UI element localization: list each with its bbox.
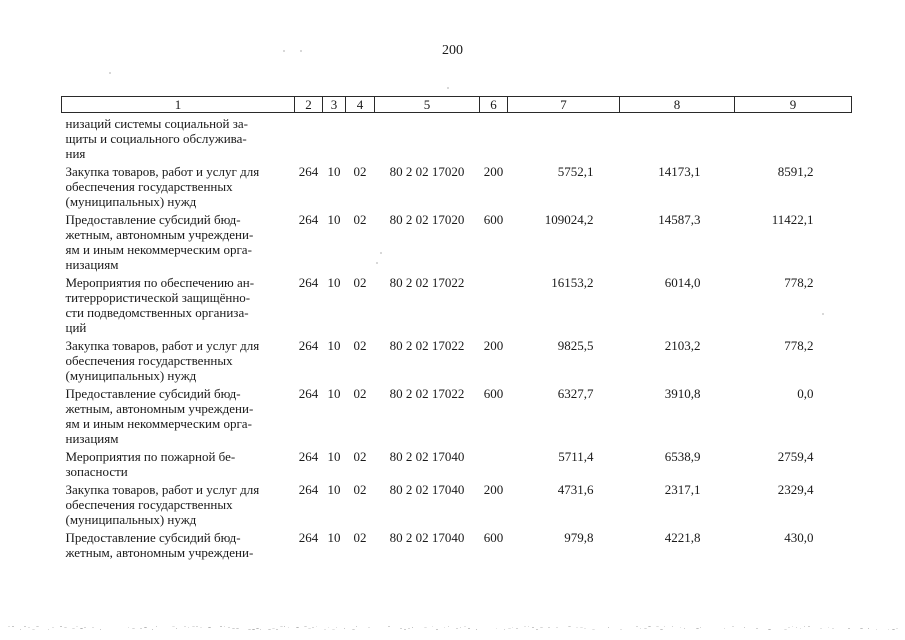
scan-speck — [20, 629, 21, 630]
row-name-line: жетным, автономным учреждени- — [65, 227, 254, 242]
scan-speck — [132, 628, 135, 629]
row-name-line: зопасности — [65, 464, 128, 479]
scan-edge-noise — [0, 626, 905, 632]
scan-speck — [656, 626, 659, 627]
scan-speck — [272, 628, 275, 629]
scan-speck — [376, 262, 378, 264]
scan-speck — [280, 626, 283, 627]
col-7-cell: 5711,4 — [558, 449, 594, 464]
col-9-cell: 11422,1 — [771, 212, 814, 227]
col-7-cell: 4731,6 — [557, 482, 594, 497]
col-8-cell: 14173,1 — [658, 164, 701, 179]
scan-speck — [460, 627, 461, 628]
row-name-line: Закупка товаров, работ и услуг для — [65, 482, 260, 497]
col-3-cell: 10 — [327, 212, 341, 227]
scan-speck — [892, 629, 895, 630]
col-2-cell: 264 — [298, 338, 319, 353]
scan-speck — [324, 629, 326, 630]
scan-speck — [784, 629, 787, 630]
scan-speck — [28, 627, 30, 628]
col-3-cell: 10 — [327, 482, 341, 497]
col-9-cell — [735, 113, 852, 165]
header-col-1: 1 — [62, 97, 295, 113]
row-name-line: ям и иным некоммерческим орга- — [65, 416, 252, 431]
scan-speck — [304, 626, 307, 627]
scan-speck — [232, 628, 235, 629]
row-name-line: низаций системы социальной за- — [65, 116, 248, 131]
col-4-cell: 02 — [353, 386, 367, 401]
scan-speck — [540, 627, 543, 628]
col-9-cell: 778,2 — [784, 275, 814, 290]
scan-speck — [432, 626, 433, 627]
scan-speck — [404, 629, 406, 630]
row-name-cell — [62, 530, 295, 563]
scan-speck — [152, 629, 153, 630]
row-name-line: Закупка товаров, работ и услуг для — [65, 164, 260, 179]
scan-speck — [464, 626, 466, 627]
scan-speck — [788, 627, 790, 628]
table-row — [62, 386, 852, 449]
scan-speck — [424, 627, 427, 628]
scan-speck — [52, 627, 54, 628]
row-name-cell — [62, 275, 295, 338]
scan-speck — [252, 629, 255, 630]
col-4-cell: 02 — [353, 164, 367, 179]
scan-speck — [128, 627, 129, 628]
col-7-cell: 6327,7 — [557, 386, 594, 401]
col-4-cell — [346, 113, 375, 165]
scan-speck — [496, 628, 497, 629]
header-row — [62, 97, 852, 113]
scan-speck — [828, 627, 829, 628]
col-6-cell — [480, 449, 508, 482]
scan-speck — [528, 626, 529, 627]
table-row — [62, 530, 852, 563]
col-5-cell: 80 2 02 17020 — [389, 164, 465, 179]
scan-speck — [580, 627, 583, 628]
scan-speck — [228, 627, 230, 628]
scan-speck — [312, 627, 314, 628]
row-name-line: (муниципальных) нужд — [65, 512, 197, 527]
scan-speck — [744, 627, 745, 628]
scan-speck — [620, 629, 622, 630]
col-2-cell: 264 — [298, 530, 319, 545]
scan-speck — [260, 629, 261, 630]
col-9-cell: 2329,4 — [777, 482, 814, 497]
col-5-cell: 80 2 02 17022 — [389, 386, 465, 401]
budget-table-container — [61, 96, 851, 563]
scan-speck — [648, 626, 651, 627]
scan-speck — [316, 626, 317, 627]
col-6-cell: 200 — [483, 482, 504, 497]
col-7-cell: 16153,2 — [551, 275, 594, 290]
scan-speck — [76, 626, 78, 627]
budget-table — [61, 96, 852, 563]
scan-speck — [24, 626, 26, 627]
table-row — [62, 449, 852, 482]
col-4-cell: 02 — [353, 275, 367, 290]
scan-speck — [680, 627, 681, 628]
row-name-cell — [62, 482, 295, 530]
col-5-cell: 80 2 02 17020 — [389, 212, 465, 227]
scan-speck — [336, 627, 337, 628]
scan-speck — [344, 628, 345, 629]
scan-speck — [468, 628, 470, 629]
scan-speck — [156, 626, 157, 627]
scan-speck — [100, 629, 101, 630]
col-5-cell: 80 2 02 17022 — [389, 338, 465, 353]
scan-speck — [724, 628, 725, 629]
col-8-cell: 2103,2 — [664, 338, 701, 353]
col-3-cell: 10 — [327, 275, 341, 290]
scan-speck — [796, 627, 797, 628]
scan-speck — [109, 72, 111, 74]
scan-speck — [72, 628, 75, 629]
scan-speck — [284, 626, 285, 627]
col-3-cell: 10 — [327, 338, 341, 353]
scan-speck — [380, 252, 382, 254]
header-col-5: 5 — [375, 97, 480, 113]
scan-speck — [524, 626, 526, 627]
header-col-2: 2 — [295, 97, 323, 113]
col-3-cell: 10 — [327, 386, 341, 401]
scan-speck — [196, 626, 198, 627]
col-8-cell: 3910,8 — [664, 386, 701, 401]
scan-speck — [800, 628, 801, 629]
col-4-cell: 02 — [353, 530, 367, 545]
col-8-cell: 2317,1 — [664, 482, 701, 497]
row-name-line: щиты и социального обслужива- — [65, 131, 247, 146]
scan-speck — [172, 626, 175, 627]
scan-speck — [804, 626, 805, 627]
table-row — [62, 338, 852, 386]
row-name-line: ций — [65, 320, 87, 335]
row-name-line: Мероприятия по обеспечению ан- — [65, 275, 255, 290]
scan-speck — [192, 626, 195, 627]
col-6-cell: 600 — [483, 386, 504, 401]
row-name-cell — [62, 212, 295, 275]
row-name-line: Мероприятия по пожарной бе- — [65, 449, 236, 464]
scan-speck — [300, 50, 302, 52]
table-body — [62, 113, 852, 564]
scan-speck — [456, 628, 458, 629]
row-name-line: (муниципальных) нужд — [65, 194, 197, 209]
scan-speck — [368, 627, 370, 628]
scan-speck — [356, 626, 357, 627]
row-name-cell — [62, 386, 295, 449]
scan-speck — [140, 628, 142, 629]
scan-speck — [220, 626, 222, 627]
scan-speck — [636, 626, 638, 627]
col-8-cell: 14587,3 — [658, 212, 701, 227]
col-2-cell — [295, 113, 323, 165]
scan-speck — [408, 628, 410, 629]
scan-speck — [276, 629, 278, 630]
row-name-line: Предоставление субсидий бюд- — [65, 530, 241, 545]
scan-speck — [184, 626, 186, 627]
scan-speck — [8, 626, 10, 627]
scan-speck — [888, 629, 889, 630]
scan-speck — [256, 628, 259, 629]
scan-speck — [848, 628, 850, 629]
col-8-cell: 6538,9 — [664, 449, 701, 464]
header-col-9: 9 — [735, 97, 852, 113]
scan-speck — [756, 628, 758, 629]
col-9-cell: 8591,2 — [777, 164, 814, 179]
col-2-cell: 264 — [298, 275, 319, 290]
col-6-cell: 600 — [483, 212, 504, 227]
col-3-cell: 10 — [327, 530, 341, 545]
scan-speck — [412, 627, 413, 628]
scan-speck — [332, 629, 335, 630]
header-col-7: 7 — [508, 97, 620, 113]
col-6-cell: 200 — [483, 164, 504, 179]
scan-speck — [584, 628, 586, 629]
row-name-line: Предоставление субсидий бюд- — [65, 386, 241, 401]
scan-speck — [532, 627, 534, 628]
row-name-line: сти подведомственных организа- — [65, 305, 249, 320]
scan-speck — [268, 629, 271, 630]
col-8-cell — [620, 113, 735, 165]
col-2-cell: 264 — [298, 212, 319, 227]
scan-speck — [896, 628, 898, 629]
scan-speck — [92, 627, 94, 628]
scan-speck — [512, 627, 513, 628]
row-name-line: обеспечения государственных — [65, 179, 233, 194]
scan-speck — [832, 628, 834, 629]
scan-speck — [188, 627, 189, 628]
col-7-cell: 979,8 — [564, 530, 594, 545]
scan-speck — [792, 626, 793, 627]
row-name-line: ния — [65, 146, 86, 161]
col-7-cell: 9825,5 — [557, 338, 594, 353]
scan-speck — [608, 627, 609, 628]
scan-speck — [32, 629, 35, 630]
col-3-cell — [323, 113, 346, 165]
col-7-cell: 5752,1 — [557, 164, 594, 179]
table-header — [62, 97, 852, 113]
table-row — [62, 275, 852, 338]
table-row — [62, 482, 852, 530]
scan-speck — [700, 627, 701, 628]
col-7-cell: 109024,2 — [544, 212, 594, 227]
row-name-line: низациям — [65, 431, 119, 446]
col-9-cell: 2759,4 — [777, 449, 814, 464]
scan-speck — [236, 628, 239, 629]
scan-speck — [436, 629, 438, 630]
scan-speck — [684, 628, 685, 629]
col-8-cell: 6014,0 — [664, 275, 701, 290]
scan-speck — [208, 627, 211, 628]
row-name-line: Предоставление субсидий бюд- — [65, 212, 241, 227]
scan-speck — [820, 628, 822, 629]
scan-speck — [660, 629, 663, 630]
scan-speck — [176, 628, 177, 629]
col-5-cell: 80 2 02 17040 — [389, 449, 465, 464]
col-6-cell: 600 — [483, 530, 504, 545]
scan-speck — [288, 627, 289, 628]
row-name-cell — [62, 164, 295, 212]
scan-speck — [200, 627, 202, 628]
col-9-cell: 0,0 — [797, 386, 814, 401]
scan-speck — [508, 628, 511, 629]
table-row — [62, 212, 852, 275]
row-name-line: (муниципальных) нужд — [65, 368, 197, 383]
scan-speck — [400, 628, 402, 629]
scan-speck — [556, 627, 558, 628]
scan-speck — [732, 626, 734, 627]
row-name-line: обеспечения государственных — [65, 497, 233, 512]
scan-speck — [12, 626, 14, 627]
header-col-4: 4 — [346, 97, 375, 113]
scan-speck — [144, 627, 147, 628]
col-7-cell — [508, 113, 620, 165]
scan-speck — [516, 628, 518, 629]
col-2-cell: 264 — [298, 449, 319, 464]
scan-speck — [308, 628, 311, 629]
scan-speck — [548, 627, 550, 628]
scan-speck — [388, 626, 390, 627]
row-name-line: жетным, автономным учреждени- — [65, 545, 254, 560]
col-5-cell: 80 2 02 17040 — [389, 530, 465, 545]
scan-speck — [808, 626, 810, 627]
row-name-cell — [62, 449, 295, 482]
col-6-cell — [480, 113, 508, 165]
scan-speck — [476, 629, 477, 630]
row-name-cell — [62, 113, 295, 165]
scan-speck — [444, 627, 445, 628]
row-name-line: низациям — [65, 257, 119, 272]
col-3-cell: 10 — [327, 164, 341, 179]
col-6-cell: 200 — [483, 338, 504, 353]
scan-speck — [768, 629, 771, 630]
scan-speck — [664, 626, 665, 627]
scan-speck — [296, 627, 299, 628]
scan-speck — [696, 628, 699, 629]
col-4-cell: 02 — [353, 449, 367, 464]
scan-speck — [576, 627, 578, 628]
header-col-6: 6 — [480, 97, 508, 113]
scan-speck — [592, 629, 595, 630]
col-2-cell: 264 — [298, 386, 319, 401]
col-4-cell: 02 — [353, 482, 367, 497]
row-name-line: обеспечения государственных — [65, 353, 233, 368]
scan-speck — [504, 629, 505, 630]
col-8-cell: 4221,8 — [664, 530, 701, 545]
page-number: 200 — [442, 43, 463, 58]
scan-speck — [447, 87, 449, 89]
col-5-cell — [375, 113, 480, 165]
col-6-cell — [480, 275, 508, 338]
scan-speck — [876, 629, 877, 630]
scan-speck — [80, 628, 83, 629]
row-name-cell — [62, 338, 295, 386]
scan-speck — [568, 626, 571, 627]
scan-speck — [536, 629, 538, 630]
scan-speck — [860, 628, 863, 629]
scan-speck — [283, 50, 285, 52]
table-row — [62, 113, 852, 165]
table-row — [62, 164, 852, 212]
col-3-cell: 10 — [327, 449, 341, 464]
scan-speck — [224, 626, 225, 627]
col-2-cell: 264 — [298, 482, 319, 497]
col-5-cell: 80 2 02 17022 — [389, 275, 465, 290]
col-4-cell: 02 — [353, 212, 367, 227]
scan-speck — [248, 629, 251, 630]
header-col-8: 8 — [620, 97, 735, 113]
scan-speck — [60, 626, 62, 627]
scan-speck — [36, 626, 39, 627]
scan-speck — [644, 628, 647, 629]
scan-speck — [640, 628, 641, 629]
scan-speck — [352, 629, 355, 630]
row-name-line: Закупка товаров, работ и услуг для — [65, 338, 260, 353]
row-name-line: титеррористической защищённо- — [65, 290, 251, 305]
header-col-3: 3 — [323, 97, 346, 113]
scan-speck — [868, 628, 869, 629]
scan-speck — [48, 629, 49, 630]
scan-speck — [822, 313, 824, 315]
scan-speck — [84, 627, 86, 628]
scan-speck — [448, 626, 449, 627]
row-name-line: жетным, автономным учреждени- — [65, 401, 254, 416]
scan-speck — [328, 627, 329, 628]
col-2-cell: 264 — [298, 164, 319, 179]
row-name-line: ям и иным некоммерческим орга- — [65, 242, 252, 257]
col-9-cell: 778,2 — [784, 338, 814, 353]
col-9-cell: 430,0 — [784, 530, 814, 545]
col-4-cell: 02 — [353, 338, 367, 353]
scan-speck — [64, 627, 67, 628]
col-5-cell: 80 2 02 17040 — [389, 482, 465, 497]
scan-speck — [672, 626, 673, 627]
